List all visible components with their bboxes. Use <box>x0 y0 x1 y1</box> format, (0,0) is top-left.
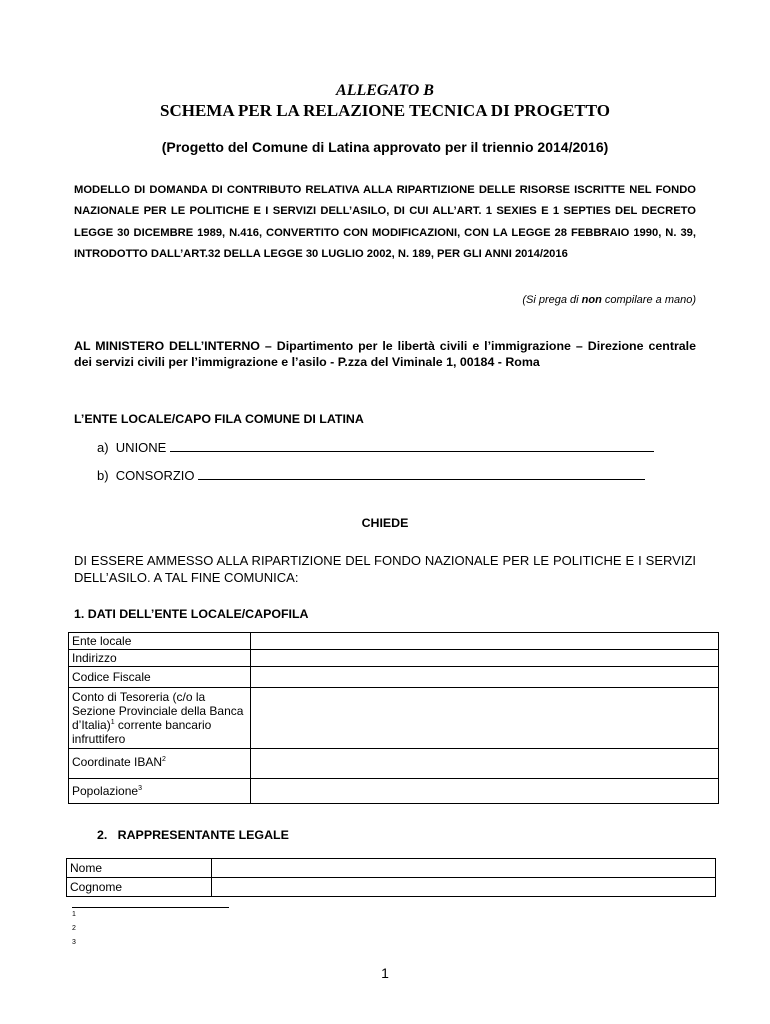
page-number: 1 <box>381 965 389 981</box>
table-row <box>69 667 719 688</box>
note-before: (Si prega di <box>522 294 582 306</box>
option-label: CONSORZIO <box>115 468 195 483</box>
rappresentante-table <box>66 858 716 897</box>
section2-heading: 2. RAPPRESENTANTE LEGALE <box>97 828 289 842</box>
value-cell[interactable] <box>251 650 719 667</box>
option-letter: b) <box>97 468 109 483</box>
table-row <box>69 779 719 804</box>
row-label <box>69 688 251 749</box>
handwriting-note <box>522 294 696 306</box>
ente-data-table <box>68 632 719 804</box>
schema-title: SCHEMA PER LA RELAZIONE TECNICA DI PROGETTO <box>160 101 610 120</box>
table-row <box>67 878 716 897</box>
request-paragraph: DI ESSERE AMMESSO ALLA RIPARTIZIONE DEL FONDO NAZIONALE PER LE POLITICHE E I SERVIZI DELL’ASILO. A TAL FINE COMUNICA: <box>74 553 696 585</box>
project-subtitle: (Progetto del Comune di Latina approvato per il triennio 2014/2016) <box>161 139 609 155</box>
value-cell[interactable] <box>251 688 719 749</box>
table-row <box>69 633 719 650</box>
value-cell[interactable] <box>251 633 719 650</box>
note-emphasis: non <box>581 294 602 306</box>
option-label: UNIONE <box>115 440 167 455</box>
table-row <box>69 688 719 749</box>
value-cell[interactable] <box>251 667 719 688</box>
fill-in-line[interactable] <box>198 467 645 480</box>
row-label-text: Coordinate IBAN <box>72 755 163 769</box>
row-label: Cognome <box>67 878 212 897</box>
chiede-heading: CHIEDE <box>361 516 409 530</box>
section1-heading: 1. DATI DELL’ENTE LOCALE/CAPOFILA <box>74 607 309 621</box>
footnote-ref: 3 <box>138 785 142 792</box>
row-label: Ente locale <box>69 633 251 650</box>
table-row <box>69 749 719 779</box>
table-row <box>67 859 716 878</box>
value-cell[interactable] <box>212 859 716 878</box>
row-label: Indirizzo <box>69 650 251 667</box>
row-label-text: Popolazione <box>72 784 139 798</box>
row-label <box>69 749 251 779</box>
ministero-address: AL MINISTERO DELL’INTERNO – Dipartimento per le libertà civili e l’immigrazione – Direzione centrale dei servizi civili per l’immigrazione e l’asilo - P.zza del Viminale 1, 00184 - Roma <box>74 339 696 369</box>
row-label: Nome <box>67 859 212 878</box>
row-label-text: corrente bancario infruttifero <box>72 718 212 746</box>
allegato-title: ALLEGATO B <box>336 82 434 99</box>
note-after: compilare a mano) <box>601 294 696 306</box>
modello-paragraph: MODELLO DI DOMANDA DI CONTRIBUTO RELATIVA ALLA RIPARTIZIONE DELLE RISORSE ISCRITTE NEL FONDO NAZIONALE PER LE POLITICHE E I SERVIZI DELL’ASILO, DI CUI ALL’ART. 1 SEXIES E 1 SEPTIES DEL DECRETO LEGGE 30 DICEMBRE 1989, N.416, CONVERTITO CON MODIFICAZIONI, CON LA LEGGE 28 FEBBRAIO 1990, N. 39, INTRODOTTO DALL’ART.32 DELLA LEGGE 30 LUGLIO 2002, N. 189, PER GLI ANNI 2014/2016 <box>74 184 696 261</box>
footnote-1: 1 <box>72 911 76 918</box>
value-cell[interactable] <box>251 749 719 779</box>
option-consorzio <box>97 467 645 483</box>
footnote-ref: 1 <box>110 719 115 726</box>
footnote-3: 3 <box>72 939 76 946</box>
fill-in-line[interactable] <box>170 439 654 452</box>
footnote-separator <box>72 907 229 908</box>
option-unione <box>97 439 654 455</box>
value-cell[interactable] <box>251 779 719 804</box>
row-label <box>69 779 251 804</box>
footnote-ref: 2 <box>162 756 166 763</box>
table-row <box>69 650 719 667</box>
ente-heading: L’ENTE LOCALE/CAPO FILA COMUNE DI LATINA <box>74 412 364 426</box>
value-cell[interactable] <box>212 878 716 897</box>
footnote-2: 2 <box>72 925 76 932</box>
row-label-text: Conto di Tesoreria (c/o la Sezione Provinciale della Banca d’Italia) <box>72 690 244 732</box>
row-label: Codice Fiscale <box>69 667 251 688</box>
option-letter: a) <box>97 440 109 455</box>
